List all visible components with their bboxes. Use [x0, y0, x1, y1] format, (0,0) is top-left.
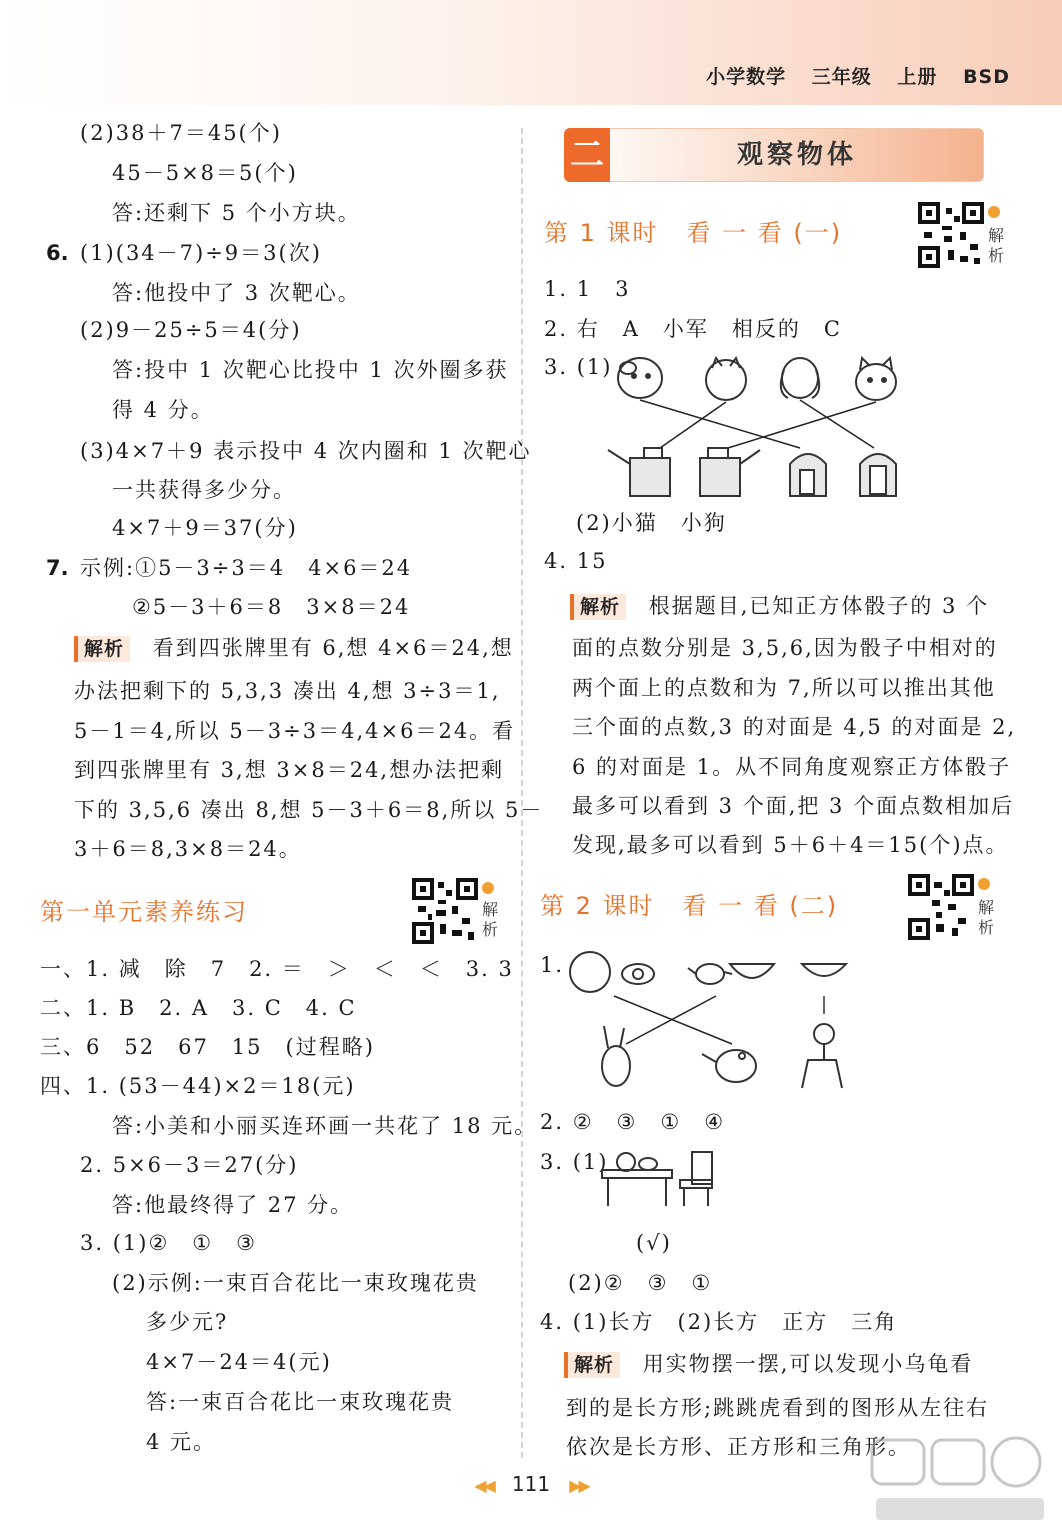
header-grade: 三年级 [811, 66, 872, 88]
practice-line: 答:小美和小丽买连环画一共花了 18 元。 [112, 1114, 538, 1138]
left-line: (3)4×7＋9 表示投中 4 次内圈和 1 次靶心 [80, 439, 532, 463]
qr-label: 解析 [482, 900, 499, 939]
analysis-line: 办法把剩下的 5,3,3 凑出 4,想 3÷3＝1, [74, 679, 501, 703]
analysis-line: 两个面上的点数和为 7,所以可以推出其他 [572, 676, 996, 700]
watering-can-side-icon [630, 458, 670, 496]
left-line: 示例:①5－3÷3＝4 4×6＝24 [80, 556, 413, 580]
page-header [688, 62, 1010, 89]
analysis-line: 到的是长方形;跳跳虎看到的图形从左往右 [566, 1396, 990, 1420]
qr-code-icon[interactable] [412, 878, 478, 944]
header-band [0, 0, 1062, 105]
qr-label: 解析 [978, 898, 995, 937]
question-number: 6. [46, 241, 69, 265]
practice-line: 2. 5×6－3＝27(分) [80, 1153, 299, 1177]
analysis-tag: 解析 [564, 1352, 620, 1378]
watermark-logo [864, 1430, 1054, 1530]
practice-line: 二、1. B 2. A 3. C 4. C [40, 996, 357, 1020]
analysis-line: 6 的对面是 1。从不同角度观察正方体骰子 [572, 755, 1012, 779]
next-arrows-icon: ▶▶ [569, 1476, 588, 1495]
answer-line: 4. (1)长方 (2)长方 正方 三角 [540, 1310, 898, 1334]
analysis-line: 5－1＝4,所以 5－3÷3＝4,4×6＝24。看 [74, 719, 516, 743]
column-divider [521, 128, 523, 1458]
analysis-line: 最多可以看到 3 个面,把 3 个面点数相加后 [572, 794, 1015, 818]
practice-line: 一、1. 减 除 7 2. ＝ ＞ ＜ ＜ 3. 3 [40, 957, 514, 981]
bowl-side-view-icon [802, 964, 846, 976]
left-line: ②5－3＋6＝8 3×8＝24 [132, 595, 411, 619]
header-volume: 上册 [897, 66, 938, 88]
header-subject: 小学数学 [706, 66, 787, 88]
answer-line: 1. [540, 953, 565, 977]
question-number: 7. [46, 556, 69, 580]
bird-icon [716, 1050, 756, 1082]
practice-line: 多少元? [146, 1310, 229, 1334]
left-line: (2)9－25÷5＝4(分) [80, 318, 302, 342]
left-line: (1)(34－7)÷9＝3(次) [80, 241, 322, 265]
answer-line: (2)② ③ ① [568, 1271, 713, 1295]
left-line: 4×7＋9＝37(分) [112, 516, 298, 540]
rabbit-icon [602, 1046, 630, 1086]
analysis-line: 下的 3,5,6 凑出 8,想 5－3＋6＝8,所以 5－ [74, 798, 544, 822]
watering-can-side-icon [700, 458, 740, 496]
play-icon [482, 882, 494, 894]
analysis-first-line: 解析 根据题目,已知正方体骰子的 3 个 [570, 591, 989, 621]
practice-line: 答:他最终得了 27 分。 [112, 1193, 354, 1217]
left-line: 答:他投中了 3 次靶心。 [112, 281, 361, 305]
left-line: 答:投中 1 次靶心比投中 1 次外圈多获 [112, 358, 509, 382]
unit-title: 观察物体 [736, 140, 857, 170]
dog-back-icon [782, 358, 818, 398]
practice-line: 4×7－24＝4(元) [146, 1350, 332, 1374]
page-number: 111 [511, 1472, 551, 1496]
answer-line: 2. 右 A 小军 相反的 C [544, 317, 842, 341]
cat-face-icon [856, 364, 896, 400]
unit-number: 二 [564, 128, 610, 182]
objects-and-animals-figure [566, 950, 866, 1095]
deer-icon [802, 1060, 842, 1088]
teapot-side-view-icon [696, 964, 724, 984]
bowl-top-view-icon [570, 952, 610, 992]
practice-line: 三、6 52 67 15 (过程略) [40, 1035, 375, 1059]
left-line: 45－5×8＝5(个) [112, 161, 298, 185]
table-icon [602, 1170, 672, 1178]
analysis-line: 面的点数分别是 3,5,6,因为骰子中相对的 [572, 636, 998, 660]
practice-line: 3. (1)② ① ③ [80, 1231, 257, 1255]
answer-line: 4. 15 [544, 549, 608, 573]
animals-and-watering-cans-figure [604, 352, 904, 502]
teapot-top-view-icon [622, 964, 654, 984]
practice-line: 4 元。 [146, 1430, 217, 1454]
analysis-line: 发现,最多可以看到 5＋6＋4＝15(个)点。 [572, 833, 1009, 857]
answer-line: (2)小猫 小狗 [576, 511, 727, 535]
analysis-first-line: 解析 用实物摆一摆,可以发现小乌龟看 [564, 1349, 973, 1379]
practice-line: 四、1. (53－44)×2＝18(元) [40, 1074, 356, 1098]
analysis-tag: 解析 [570, 594, 626, 620]
left-line: 得 4 分。 [112, 398, 214, 422]
section-title: 第一单元素养练习 [40, 898, 248, 926]
left-line: (2)38＋7＝45(个) [80, 121, 282, 145]
analysis-line: 三个面的点数,3 的对面是 4,5 的对面是 2, [572, 715, 1017, 739]
cake-icon [617, 1153, 635, 1171]
left-line: 一共获得多少分。 [112, 478, 296, 502]
qr-code-icon[interactable] [918, 202, 984, 268]
answer-line: 3. (1) [544, 355, 613, 379]
practice-line: 答:一束百合花比一束玫瑰花贵 [146, 1390, 455, 1414]
analysis-line: 依次是长方形、正方形和三角形。 [566, 1435, 911, 1459]
dog-face-icon [618, 358, 662, 398]
table-and-chair-figure [600, 1148, 716, 1208]
left-line: 答:还剩下 5 个小方块。 [112, 201, 361, 225]
answer-line: (√) [636, 1231, 672, 1255]
lesson-1-title: 第 1 课时 看 一 看 (一) [544, 219, 843, 247]
qr-code-icon[interactable] [908, 874, 974, 940]
qr-label: 解析 [988, 226, 1005, 265]
play-icon [988, 206, 1000, 218]
analysis-line: 到四张牌里有 3,想 3×8＝24,想办法把剩 [74, 758, 505, 782]
analysis-tag: 解析 [74, 636, 130, 662]
prev-arrows-icon: ◀◀ [474, 1476, 493, 1495]
analysis-line: 3＋6＝8,3×8＝24。 [74, 837, 302, 861]
answer-line: 3. (1) [540, 1150, 609, 1174]
answer-line: 1. 1 3 [544, 277, 631, 301]
answer-line: 2. ② ③ ① ④ [540, 1110, 726, 1134]
analysis-first-line: 解析 看到四张牌里有 6,想 4×6＝24,想 [74, 633, 514, 663]
play-icon [978, 878, 990, 890]
lesson-2-title: 第 2 课时 看 一 看 (二) [540, 892, 839, 920]
plate-icon [639, 1158, 657, 1170]
bowl-side-view-icon [730, 964, 774, 978]
header-edition: BSD [963, 66, 1010, 88]
practice-line: (2)示例:一束百合花比一束玫瑰花贵 [112, 1271, 479, 1295]
